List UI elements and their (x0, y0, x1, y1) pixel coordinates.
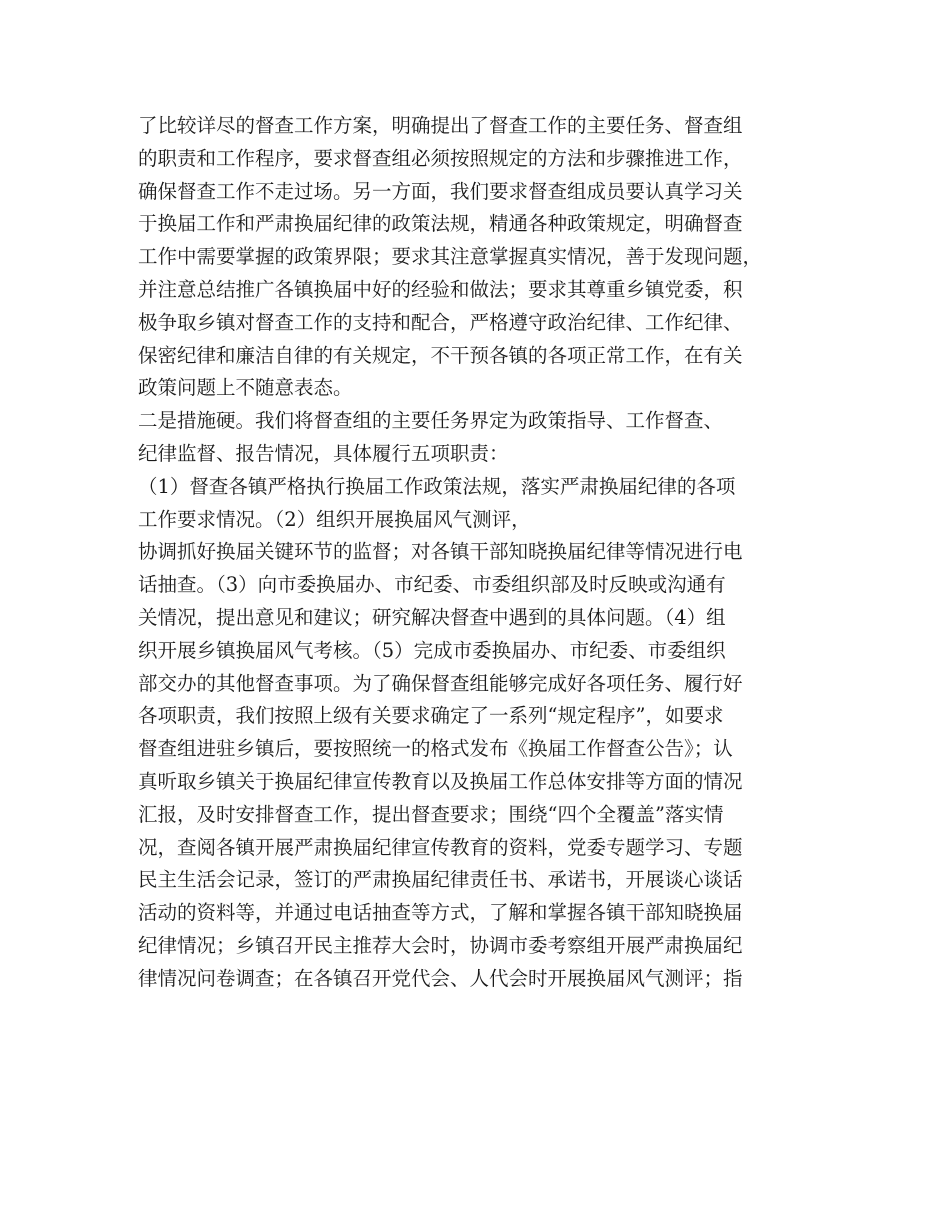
text-line: 二是措施硬。我们将督查组的主要任务界定为政策指导、工作督查、 (138, 409, 724, 433)
document-body (138, 110, 828, 996)
text-line: 真听取乡镇关于换届纪律宣传教育以及换届工作总体安排等方面的情况 (138, 769, 743, 793)
text-line: 织开展乡镇换届风气考核。（5）完成市委换届办、市纪委、市委组织 (138, 638, 726, 662)
text-line: 民主生活会记录，签订的严肃换届纪律责任书、承诺书，开展谈心谈话 (138, 868, 743, 892)
text-line: 纪律监督、报告情况，具体履行五项职责： (138, 441, 509, 465)
text-line: 律情况问卷调查；在各镇召开党代会、人代会时开展换届风气测评；指 (138, 966, 743, 990)
text-line: 极争取乡镇对督查工作的支持和配合，严格遵守政治纪律、工作纪律、 (138, 310, 743, 334)
text-line: 协调抓好换届关键环节的监督；对各镇干部知晓换届纪律等情况进行电 (138, 540, 743, 564)
text-line: 汇报，及时安排督查工作，提出督查要求；围绕“四个全覆盖”落实情 (138, 802, 724, 826)
text-line: 工作中需要掌握的政策界限；要求其注意掌握真实情况，善于发现问题， (138, 245, 763, 269)
text-line: （1）督查各镇严格执行换届工作政策法规，落实严肃换届纪律的各项 (138, 474, 736, 498)
text-line: 了比较详尽的督查工作方案，明确提出了督查工作的主要任务、督查组 (138, 114, 743, 137)
text-line: 况，查阅各镇开展严肃换届纪律宣传教育的资料，党委专题学习、专题 (138, 835, 743, 859)
text-line: 纪律情况；乡镇召开民主推荐大会时，协调市委考察组开展严肃换届纪 (138, 933, 743, 957)
text-line: 的职责和工作程序，要求督查组必须按照规定的方法和步骤推进工作， (138, 146, 743, 170)
text-line: 部交办的其他督查事项。为了确保督查组能够完成好各项任务、履行好 (138, 671, 743, 695)
text-line: 保密纪律和廉洁自律的有关规定，不干预各镇的各项正常工作，在有关 (138, 343, 743, 367)
text-line: 各项职责，我们按照上级有关要求确定了一系列“规定程序”，如要求 (138, 704, 724, 728)
text-line: 活动的资料等，并通过电话抽查等方式，了解和掌握各镇干部知晓换届 (138, 901, 743, 925)
text-line: 督查组进驻乡镇后，要按照统一的格式发布《换届工作督查公告》；认 (138, 737, 733, 761)
text-line: 话抽查。（3）向市委换届办、市纪委、市委组织部及时反映或沟通有 (138, 573, 726, 597)
text-line: 于换届工作和严肃换届纪律的政策法规，精通各种政策规定，明确督查 (138, 212, 743, 236)
text-line: 关情况，提出意见和建议；研究解决督查中遇到的具体问题。（4）组 (138, 605, 726, 629)
text-line: 确保督查工作不走过场。另一方面，我们要求督查组成员要认真学习关 (138, 179, 743, 203)
text-line: 政策问题上不随意表态。 (138, 376, 353, 400)
text-line: 工作要求情况。（2）组织开展换届风气测评， (138, 507, 531, 531)
text-line: 并注意总结推广各镇换届中好的经验和做法；要求其尊重乡镇党委，积 (138, 277, 743, 301)
